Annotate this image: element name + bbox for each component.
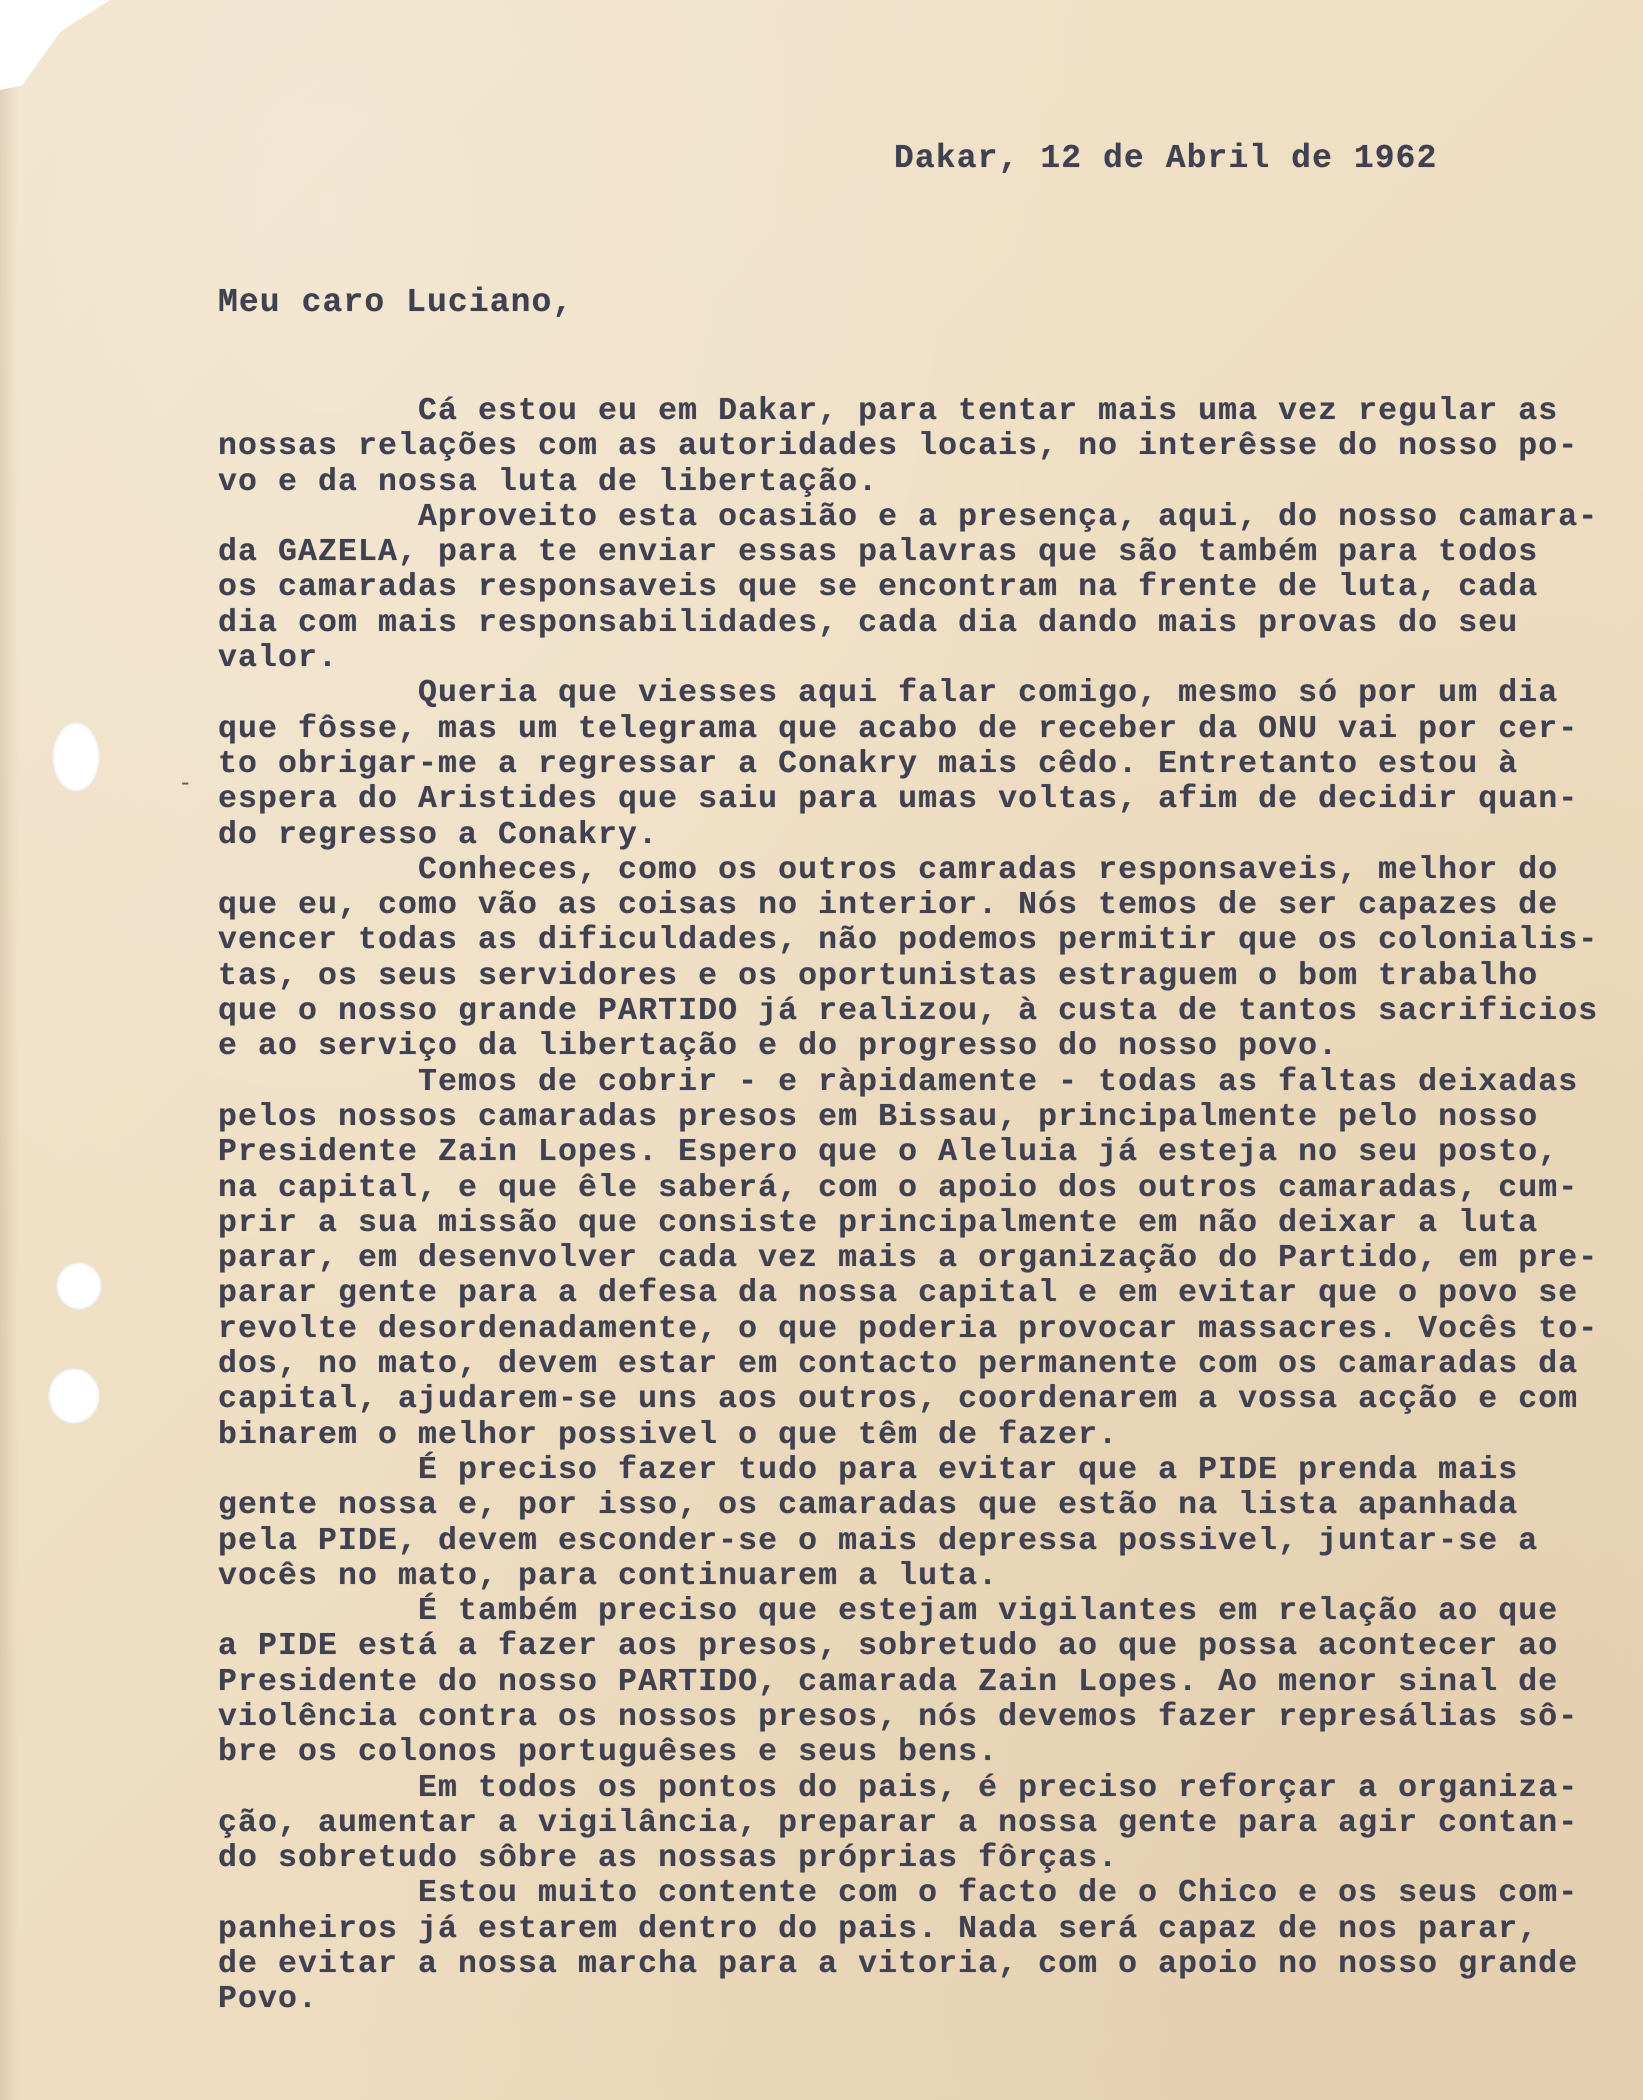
body-line: os camaradas responsaveis que se encontram na frente de luta, cada	[218, 570, 1539, 606]
body-line: pela PIDE, devem esconder-se o mais depressa possivel, juntar-se a	[218, 1523, 1539, 1559]
body-line: tas, os seus servidores e os oportunistas estraguem o bom trabalho	[218, 958, 1539, 994]
body-line: que eu, como vão as coisas no interior. Nós temos de ser capazes de	[218, 888, 1559, 924]
margin-mark: -	[178, 768, 193, 796]
body-line: nossas relações com as autoridades locais, no interêsse do nosso po-	[218, 429, 1579, 465]
body-line: É também preciso que estejam vigilantes em relação ao que	[218, 1594, 1559, 1630]
body-line: to obrigar-me a regressar a Conakry mais cêdo. Entretanto estou à	[218, 746, 1519, 782]
body-line: e ao serviço da libertação e do progresso do nosso povo.	[218, 1029, 1339, 1065]
body-line: parar gente para a defesa da nossa capital e em evitar que o povo se	[218, 1276, 1579, 1312]
body-line: panheiros já estarem dentro do pais. Nada será capaz de nos parar,	[218, 1911, 1539, 1947]
body-line: Em todos os pontos do pais, é preciso reforçar a organiza-	[218, 1770, 1579, 1806]
punch-hole	[56, 1262, 102, 1310]
body-line: de evitar a nossa marcha para a vitoria, com o apoio no nosso grande	[218, 1947, 1579, 1983]
body-line: vencer todas as dificuldades, não podemos permitir que os colonialis-	[218, 923, 1599, 959]
body-line: gente nossa e, por isso, os camaradas que estão na lista apanhada	[218, 1488, 1519, 1524]
letter-date: Dakar, 12 de Abril de 1962	[894, 140, 1438, 177]
body-line: dos, no mato, devem estar em contacto permanente com os camaradas da	[218, 1347, 1579, 1383]
body-line: Estou muito contente com o facto de o Chico e os seus com-	[218, 1876, 1579, 1912]
body-line: do regresso a Conakry.	[218, 817, 659, 853]
body-line: Povo.	[218, 1982, 319, 2018]
body-line: Cá estou eu em Dakar, para tentar mais uma vez regular as	[218, 394, 1559, 429]
body-line: valor.	[218, 641, 339, 677]
body-line: na capital, e que êle saberá, com o apoio dos outros camaradas, cum-	[218, 1170, 1579, 1206]
body-line: revolte desordenadamente, o que poderia provocar massacres. Vocês to-	[218, 1311, 1599, 1347]
torn-corner	[0, 0, 110, 90]
body-line: que o nosso grande PARTIDO já realizou, à custa de tantos sacrificios	[218, 994, 1599, 1030]
body-line: Aproveito esta ocasião e a presença, aqui, do nosso camara-	[218, 499, 1599, 535]
body-line: da GAZELA, para te enviar essas palavras que são também para todos	[218, 535, 1539, 571]
punch-hole	[48, 1368, 100, 1424]
body-line: binarem o melhor possivel o que têm de fazer.	[218, 1417, 1119, 1453]
body-line: prir a sua missão que consiste principalmente em não deixar a luta	[218, 1205, 1539, 1241]
body-line: ção, aumentar a vigilância, preparar a nossa gente para agir contan-	[218, 1805, 1579, 1841]
body-line: que fôsse, mas um telegrama que acabo de receber da ONU vai por cer-	[218, 711, 1579, 747]
body-line: pelos nossos camaradas presos em Bissau, principalmente pelo nosso	[218, 1099, 1539, 1135]
body-line: Queria que viesses aqui falar comigo, mesmo só por um dia	[218, 676, 1559, 712]
body-line: Presidente Zain Lopes. Espero que o Aleluia já esteja no seu posto,	[218, 1135, 1559, 1171]
body-line: Presidente do nosso PARTIDO, camarada Zain Lopes. Ao menor sinal de	[218, 1664, 1559, 1700]
body-line: a PIDE está a fazer aos presos, sobretudo ao que possa acontecer ao	[218, 1629, 1559, 1665]
body-line: bre os colonos portuguêses e seus bens.	[218, 1735, 999, 1771]
salutation: Meu caro Luciano,	[218, 284, 574, 321]
body-line: vo e da nossa luta de libertação.	[218, 464, 879, 500]
punch-hole	[52, 722, 100, 792]
body-line: do sobretudo sôbre as nossas próprias fôrças.	[218, 1841, 1119, 1877]
body-line: capital, ajudarem-se uns aos outros, coordenarem a vossa acção e com	[218, 1382, 1579, 1418]
body-line: espera do Aristides que saiu para umas voltas, afim de decidir quan-	[218, 782, 1579, 818]
body-line: parar, em desenvolver cada vez mais a organização do Partido, em pre-	[218, 1241, 1599, 1277]
paper-edge-shadow	[0, 0, 18, 2100]
body-line: dia com mais responsabilidades, cada dia dando mais provas do seu	[218, 605, 1519, 641]
body-line: violência contra os nossos presos, nós devemos fazer represálias sô-	[218, 1699, 1579, 1735]
body-line: vocês no mato, para continuarem a luta.	[218, 1558, 999, 1594]
body-line: Temos de cobrir - e ràpidamente - todas as faltas deixadas	[218, 1064, 1579, 1100]
letter-body	[218, 394, 1633, 2018]
body-line: É preciso fazer tudo para evitar que a PIDE prenda mais	[218, 1452, 1519, 1488]
body-line: Conheces, como os outros camradas responsaveis, melhor do	[218, 852, 1559, 888]
